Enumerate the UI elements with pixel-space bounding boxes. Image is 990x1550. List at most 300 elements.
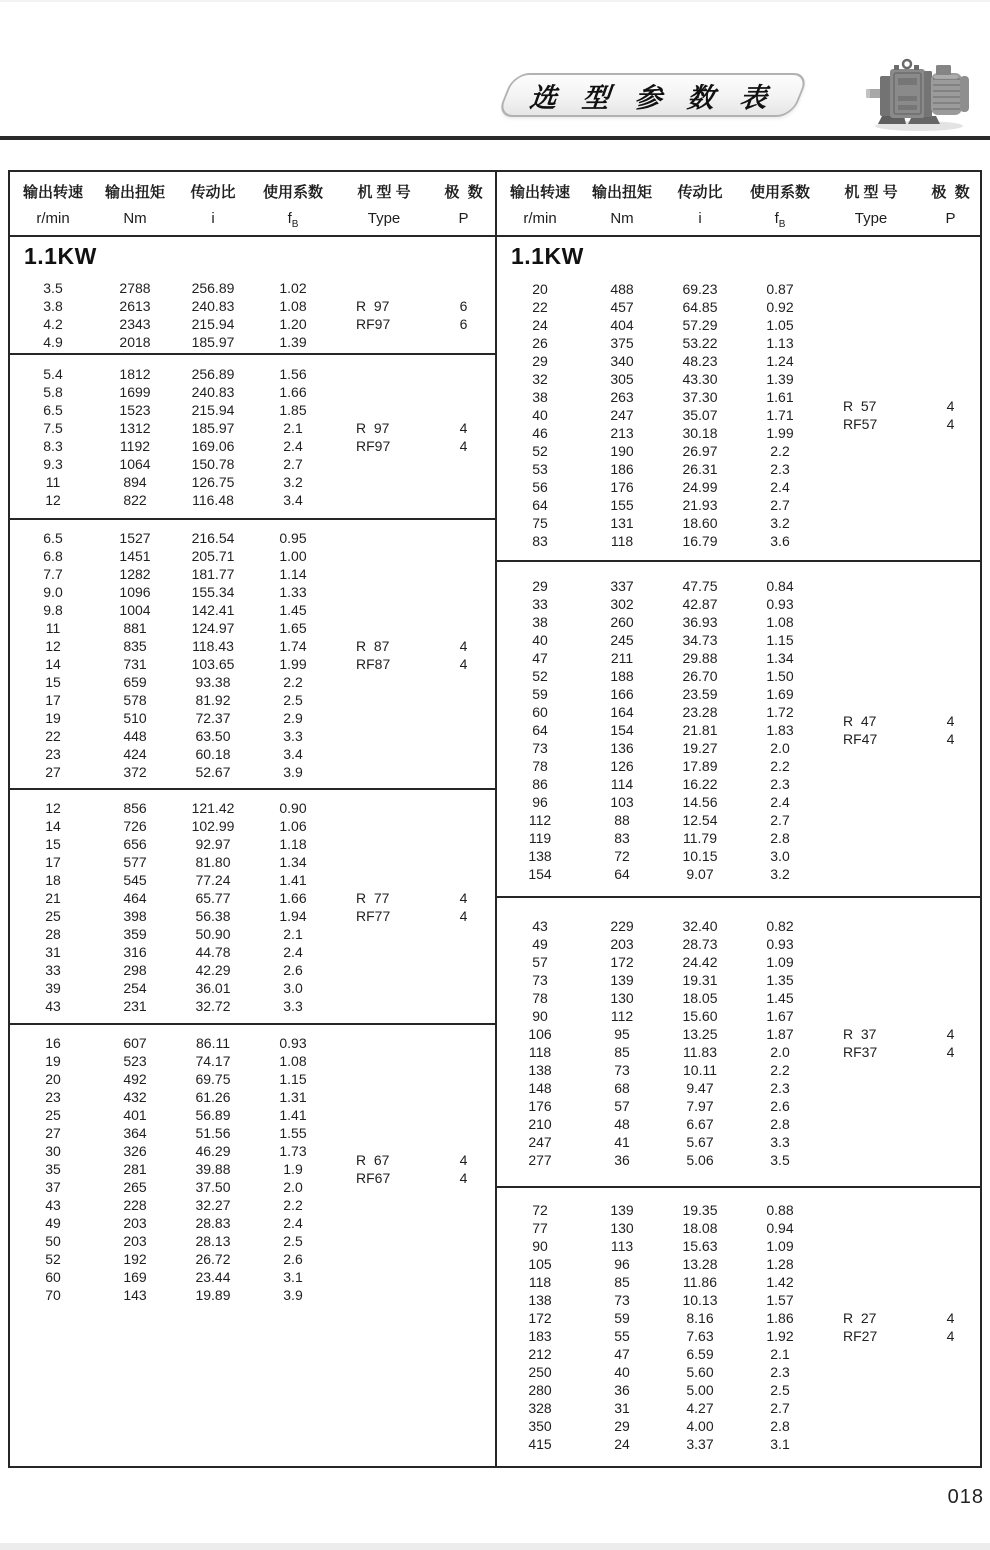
table-cell: 1.86	[766, 1310, 794, 1326]
table-cell: 73	[614, 1292, 630, 1308]
table-cell: 28	[45, 926, 61, 942]
table-cell: 31	[614, 1400, 630, 1416]
section-rows	[497, 275, 980, 555]
table-cell: 19	[45, 1053, 61, 1069]
table-row	[497, 1237, 980, 1255]
table-cell: 30.18	[682, 425, 718, 441]
model-type-label: R 87	[356, 638, 390, 654]
table-cell: 83	[614, 830, 630, 846]
table-cell: 52	[532, 668, 548, 684]
table-cell: 1.08	[279, 298, 307, 314]
table-cell: 1312	[119, 420, 151, 436]
table-cell: 448	[123, 728, 147, 744]
left-table-half	[10, 172, 495, 1466]
table-cell: 1282	[119, 566, 151, 582]
header-ratio: 传动比	[190, 184, 236, 201]
table-cell: 42.87	[682, 596, 718, 612]
title-banner	[505, 73, 801, 117]
table-cell: 33	[45, 962, 61, 978]
model-type-pole-block	[334, 419, 493, 455]
table-cell: 34.73	[682, 632, 718, 648]
table-cell: 169.06	[191, 438, 235, 454]
table-cell: 92.97	[195, 836, 231, 852]
table-cell: 16.79	[682, 533, 718, 549]
power-rating-label: 1.1KW	[24, 242, 97, 269]
table-section	[10, 237, 495, 355]
table-row	[10, 997, 495, 1015]
table-cell: 61.26	[195, 1089, 231, 1105]
pole-count: 6	[459, 316, 468, 332]
table-row	[497, 1133, 980, 1151]
table-cell: 1.28	[766, 1256, 794, 1272]
table-cell: 23.44	[195, 1269, 231, 1285]
table-cell: 40	[614, 1364, 630, 1380]
table-row	[10, 763, 495, 781]
table-cell: 136	[610, 740, 634, 756]
table-cell: 1523	[119, 402, 151, 418]
table-row	[497, 352, 980, 370]
table-cell: 190	[610, 443, 634, 459]
table-cell: 1.00	[279, 548, 307, 564]
table-cell: 3.6	[770, 533, 790, 549]
table-cell: 2.6	[283, 1251, 303, 1267]
table-cell: 1.50	[766, 668, 794, 684]
table-cell: 203	[123, 1215, 147, 1231]
table-cell: 78	[532, 758, 548, 774]
pole-count: 4	[946, 731, 955, 747]
pole-count: 4	[459, 1152, 468, 1168]
table-cell: 38	[532, 614, 548, 630]
table-cell: 63.50	[195, 728, 231, 744]
page-top-edge	[0, 0, 990, 2]
table-cell: 56.38	[195, 908, 231, 924]
table-cell: 2.0	[283, 1179, 303, 1195]
table-row	[497, 1381, 980, 1399]
table-cell: 464	[123, 890, 147, 906]
table-row	[497, 613, 980, 631]
table-cell: 24.99	[682, 479, 718, 495]
header-unit-p: P	[945, 210, 956, 227]
table-cell: 60.18	[195, 746, 231, 762]
table-row	[10, 1124, 495, 1142]
table-cell: 1.55	[279, 1125, 307, 1141]
table-cell: 1.41	[279, 872, 307, 888]
table-row	[10, 709, 495, 727]
table-cell: 12.54	[682, 812, 718, 828]
table-cell: 488	[610, 281, 634, 297]
table-cell: 211	[610, 650, 634, 666]
table-cell: 263	[610, 389, 634, 405]
table-cell: 18.05	[682, 990, 718, 1006]
table-cell: 280	[528, 1382, 552, 1398]
table-cell: 40	[532, 632, 548, 648]
table-cell: 142.41	[191, 602, 235, 618]
table-cell: 14.56	[682, 794, 718, 810]
table-cell: 1.14	[279, 566, 307, 582]
table-row	[497, 1115, 980, 1133]
table-row	[497, 334, 980, 352]
table-cell: 185.97	[191, 334, 235, 350]
table-cell: 28.13	[195, 1233, 231, 1249]
table-cell: 6.8	[43, 548, 63, 564]
table-cell: 22	[532, 299, 548, 315]
table-cell: 1.33	[279, 584, 307, 600]
header-row-cn	[10, 179, 495, 207]
table-cell: 3.8	[43, 298, 63, 314]
table-cell: 130	[610, 990, 634, 1006]
table-cell: 578	[123, 692, 147, 708]
table-cell: 1.74	[279, 638, 307, 654]
table-cell: 124.97	[191, 620, 235, 636]
table-row	[10, 601, 495, 619]
table-cell: 32.72	[195, 998, 231, 1014]
table-cell: 20	[532, 281, 548, 297]
table-cell: 12	[45, 800, 61, 816]
table-row	[497, 1417, 980, 1435]
table-cell: 18.60	[682, 515, 718, 531]
table-cell: 50	[45, 1233, 61, 1249]
table-cell: 52.67	[195, 764, 231, 780]
table-cell: 4.00	[686, 1418, 714, 1434]
table-row	[497, 971, 980, 989]
table-row	[497, 917, 980, 935]
page-bottom-edge	[0, 1543, 990, 1550]
table-cell: 36.01	[195, 980, 231, 996]
table-row	[10, 943, 495, 961]
table-cell: 24	[532, 317, 548, 333]
table-cell: 19.89	[195, 1287, 231, 1303]
table-cell: 5.67	[686, 1134, 714, 1150]
table-cell: 50.90	[195, 926, 231, 942]
table-row	[10, 565, 495, 583]
table-cell: 3.0	[770, 848, 790, 864]
section-rows	[10, 355, 495, 519]
table-cell: 39.88	[195, 1161, 231, 1177]
table-cell: 36	[614, 1152, 630, 1168]
power-rating-label: 1.1KW	[511, 242, 584, 269]
table-cell: 212	[528, 1346, 552, 1362]
table-cell: 29	[614, 1418, 630, 1434]
table-cell: 6.67	[686, 1116, 714, 1132]
table-cell: 2.9	[283, 710, 303, 726]
table-cell: 2.8	[770, 1116, 790, 1132]
table-cell: 15.63	[682, 1238, 718, 1254]
table-cell: 172	[610, 954, 634, 970]
table-cell: 1451	[119, 548, 151, 564]
table-row	[497, 316, 980, 334]
table-cell: 3.3	[283, 998, 303, 1014]
table-cell: 10.13	[682, 1292, 718, 1308]
table-cell: 12	[45, 638, 61, 654]
table-cell: 112	[528, 812, 552, 828]
table-cell: 103	[610, 794, 634, 810]
table-cell: 3.1	[283, 1269, 303, 1285]
table-cell: 577	[123, 854, 147, 870]
table-cell: 172	[528, 1310, 552, 1326]
table-cell: 86.11	[196, 1035, 230, 1051]
table-cell: 350	[528, 1418, 552, 1434]
table-cell: 210	[528, 1116, 552, 1132]
table-cell: 6.59	[686, 1346, 714, 1362]
table-cell: 43	[532, 918, 548, 934]
table-cell: 24.42	[682, 954, 718, 970]
table-cell: 59	[614, 1310, 630, 1326]
table-cell: 6.5	[43, 530, 63, 546]
table-cell: 0.95	[279, 530, 307, 546]
table-cell: 2.4	[770, 479, 790, 495]
table-cell: 1.42	[766, 1274, 794, 1290]
table-cell: 60	[532, 704, 548, 720]
table-cell: 340	[610, 353, 634, 369]
pole-count: 4	[946, 1310, 955, 1326]
table-cell: 1.09	[766, 954, 794, 970]
table-cell: 10.15	[682, 848, 718, 864]
pole-count: 4	[946, 398, 955, 414]
table-row	[497, 1363, 980, 1381]
table-cell: 40	[532, 407, 548, 423]
table-cell: 23	[45, 1089, 61, 1105]
table-cell: 56	[532, 479, 548, 495]
table-row	[10, 835, 495, 853]
table-cell: 81.80	[195, 854, 231, 870]
table-cell: 2.7	[770, 497, 790, 513]
table-cell: 11.79	[683, 830, 717, 846]
table-cell: 1.15	[766, 632, 794, 648]
table-cell: 1.9	[283, 1161, 303, 1177]
table-cell: 22	[45, 728, 61, 744]
table-cell: 176	[610, 479, 634, 495]
table-cell: 20	[45, 1071, 61, 1087]
table-cell: 2.5	[770, 1382, 790, 1398]
header-output-speed: 输出转速	[22, 184, 83, 201]
right-column-header	[497, 172, 980, 237]
table-cell: 37	[45, 1179, 61, 1195]
header-row-cn	[497, 179, 980, 207]
table-row	[10, 547, 495, 565]
table-cell: 26.72	[195, 1251, 231, 1267]
table-cell: 188	[610, 668, 634, 684]
table-row	[10, 383, 495, 401]
table-cell: 23.59	[682, 686, 718, 702]
table-row	[10, 673, 495, 691]
header-unit-fb: $f_B$	[287, 210, 299, 230]
model-type-label: RF77	[356, 908, 391, 924]
table-cell: 47.75	[682, 578, 718, 594]
table-cell: 44.78	[195, 944, 231, 960]
table-cell: 13.25	[682, 1026, 718, 1042]
table-cell: 52	[532, 443, 548, 459]
table-cell: 126	[610, 758, 634, 774]
table-cell: 47	[614, 1346, 630, 1362]
table-cell: 39	[45, 980, 61, 996]
table-cell: 1.15	[279, 1071, 307, 1087]
table-cell: 77	[532, 1220, 548, 1236]
table-row	[10, 401, 495, 419]
table-cell: 894	[123, 474, 147, 490]
table-cell: 2.0	[770, 1044, 790, 1060]
pole-count: 6	[459, 298, 468, 314]
table-cell: 64	[532, 497, 548, 513]
table-cell: 64.85	[682, 299, 718, 315]
table-cell: 14	[45, 656, 61, 672]
table-row	[497, 1151, 980, 1169]
table-cell: 81.92	[195, 692, 231, 708]
model-type-label: R 47	[843, 713, 877, 729]
pole-count: 4	[459, 656, 468, 672]
table-cell: 375	[610, 335, 634, 351]
table-cell: 250	[528, 1364, 552, 1380]
table-cell: 26.70	[682, 668, 718, 684]
table-cell: 1.20	[279, 316, 307, 332]
table-cell: 254	[123, 980, 147, 996]
table-cell: 3.1	[770, 1436, 790, 1452]
model-type-pole-block	[821, 1025, 980, 1061]
table-row	[497, 953, 980, 971]
table-row	[497, 370, 980, 388]
table-cell: 73	[614, 1062, 630, 1078]
table-cell: 1.61	[766, 389, 794, 405]
table-cell: 48.23	[682, 353, 718, 369]
table-cell: 3.2	[283, 474, 303, 490]
table-cell: 114	[610, 776, 634, 792]
table-cell: 2.7	[283, 456, 303, 472]
table-cell: 3.5	[43, 280, 63, 296]
table-cell: 1.92	[766, 1328, 794, 1344]
section-rows	[10, 790, 495, 1024]
table-cell: 607	[123, 1035, 147, 1051]
table-cell: 0.92	[766, 299, 794, 315]
table-row	[10, 745, 495, 763]
table-cell: 150.78	[191, 456, 235, 472]
model-type-label: RF67	[356, 1170, 391, 1186]
table-cell: 203	[123, 1233, 147, 1249]
table-cell: 9.3	[43, 456, 63, 472]
table-cell: 1.83	[766, 722, 794, 738]
table-cell: 1.57	[766, 1292, 794, 1308]
table-cell: 143	[123, 1287, 147, 1303]
table-cell: 492	[123, 1071, 147, 1087]
section-rows	[10, 520, 495, 790]
table-cell: 83	[532, 533, 548, 549]
table-cell: 90	[532, 1008, 548, 1024]
table-cell: 105	[528, 1256, 552, 1272]
table-row	[497, 989, 980, 1007]
table-cell: 2.4	[283, 1215, 303, 1231]
table-row	[497, 829, 980, 847]
table-cell: 155.34	[191, 584, 235, 600]
table-cell: 1.65	[279, 620, 307, 636]
section-rows	[10, 1025, 495, 1313]
table-cell: 17	[45, 692, 61, 708]
table-section	[10, 1025, 495, 1466]
table-cell: 2613	[119, 298, 151, 314]
header-unit-i: i	[698, 210, 702, 227]
header-service-factor: 使用系数	[262, 184, 323, 201]
table-cell: 1004	[119, 602, 151, 618]
table-cell: 1192	[119, 438, 151, 454]
header-poles: 极 数	[444, 184, 483, 201]
model-type-pole-block	[821, 712, 980, 748]
table-row	[497, 478, 980, 496]
table-cell: 247	[610, 407, 634, 423]
table-cell: 42.29	[195, 962, 231, 978]
table-cell: 57	[532, 954, 548, 970]
table-cell: 364	[123, 1125, 147, 1141]
table-cell: 56.89	[195, 1107, 231, 1123]
table-cell: 1064	[119, 456, 151, 472]
table-row	[10, 961, 495, 979]
table-cell: 155	[610, 497, 634, 513]
table-cell: 64	[614, 866, 630, 882]
table-row	[497, 847, 980, 865]
table-cell: 229	[610, 918, 634, 934]
table-cell: 21.81	[682, 722, 718, 738]
table-cell: 17.89	[682, 758, 718, 774]
table-cell: 1.34	[766, 650, 794, 666]
right-table-half	[495, 172, 980, 1466]
header-output-speed: 输出转速	[509, 184, 570, 201]
table-cell: 3.2	[770, 866, 790, 882]
table-row	[497, 1255, 980, 1273]
table-cell: 78	[532, 990, 548, 1006]
table-cell: 25	[45, 1107, 61, 1123]
table-cell: 69.75	[195, 1071, 231, 1087]
model-type-label: R 67	[356, 1152, 390, 1168]
table-cell: 90	[532, 1238, 548, 1254]
table-row	[10, 279, 495, 297]
table-cell: 19.35	[682, 1202, 718, 1218]
table-section	[497, 237, 980, 562]
table-cell: 1.99	[766, 425, 794, 441]
table-cell: 0.90	[279, 800, 307, 816]
model-type-pole-block	[334, 889, 493, 925]
table-cell: 240.83	[191, 298, 235, 314]
table-row	[497, 298, 980, 316]
table-cell: 256.89	[191, 366, 235, 382]
table-cell: 2.3	[770, 1080, 790, 1096]
table-cell: 1.45	[279, 602, 307, 618]
table-cell: 37.50	[195, 1179, 231, 1195]
table-cell: 3.2	[770, 515, 790, 531]
table-cell: 1.05	[766, 317, 794, 333]
table-cell: 1.72	[766, 704, 794, 720]
table-cell: 3.4	[283, 492, 303, 508]
table-cell: 1.31	[279, 1089, 307, 1105]
table-cell: 64	[532, 722, 548, 738]
table-cell: 113	[610, 1238, 634, 1254]
table-cell: 401	[123, 1107, 147, 1123]
table-cell: 53	[532, 461, 548, 477]
table-cell: 7.5	[43, 420, 63, 436]
table-cell: 53.22	[682, 335, 718, 351]
left-sections	[10, 237, 495, 1466]
table-cell: 11.86	[683, 1274, 717, 1290]
pole-count: 4	[946, 1026, 955, 1042]
table-section	[10, 790, 495, 1025]
model-type-label: R 37	[843, 1026, 877, 1042]
table-cell: 9.0	[43, 584, 63, 600]
table-cell: 32.27	[195, 1197, 231, 1213]
pole-count: 4	[946, 713, 955, 729]
table-cell: 881	[123, 620, 147, 636]
table-cell: 2.5	[283, 692, 303, 708]
table-cell: 316	[123, 944, 147, 960]
table-cell: 15	[45, 836, 61, 852]
table-cell: 5.00	[686, 1382, 714, 1398]
table-cell: 93.38	[195, 674, 231, 690]
model-type-pole-block	[821, 1309, 980, 1345]
table-cell: 432	[123, 1089, 147, 1105]
